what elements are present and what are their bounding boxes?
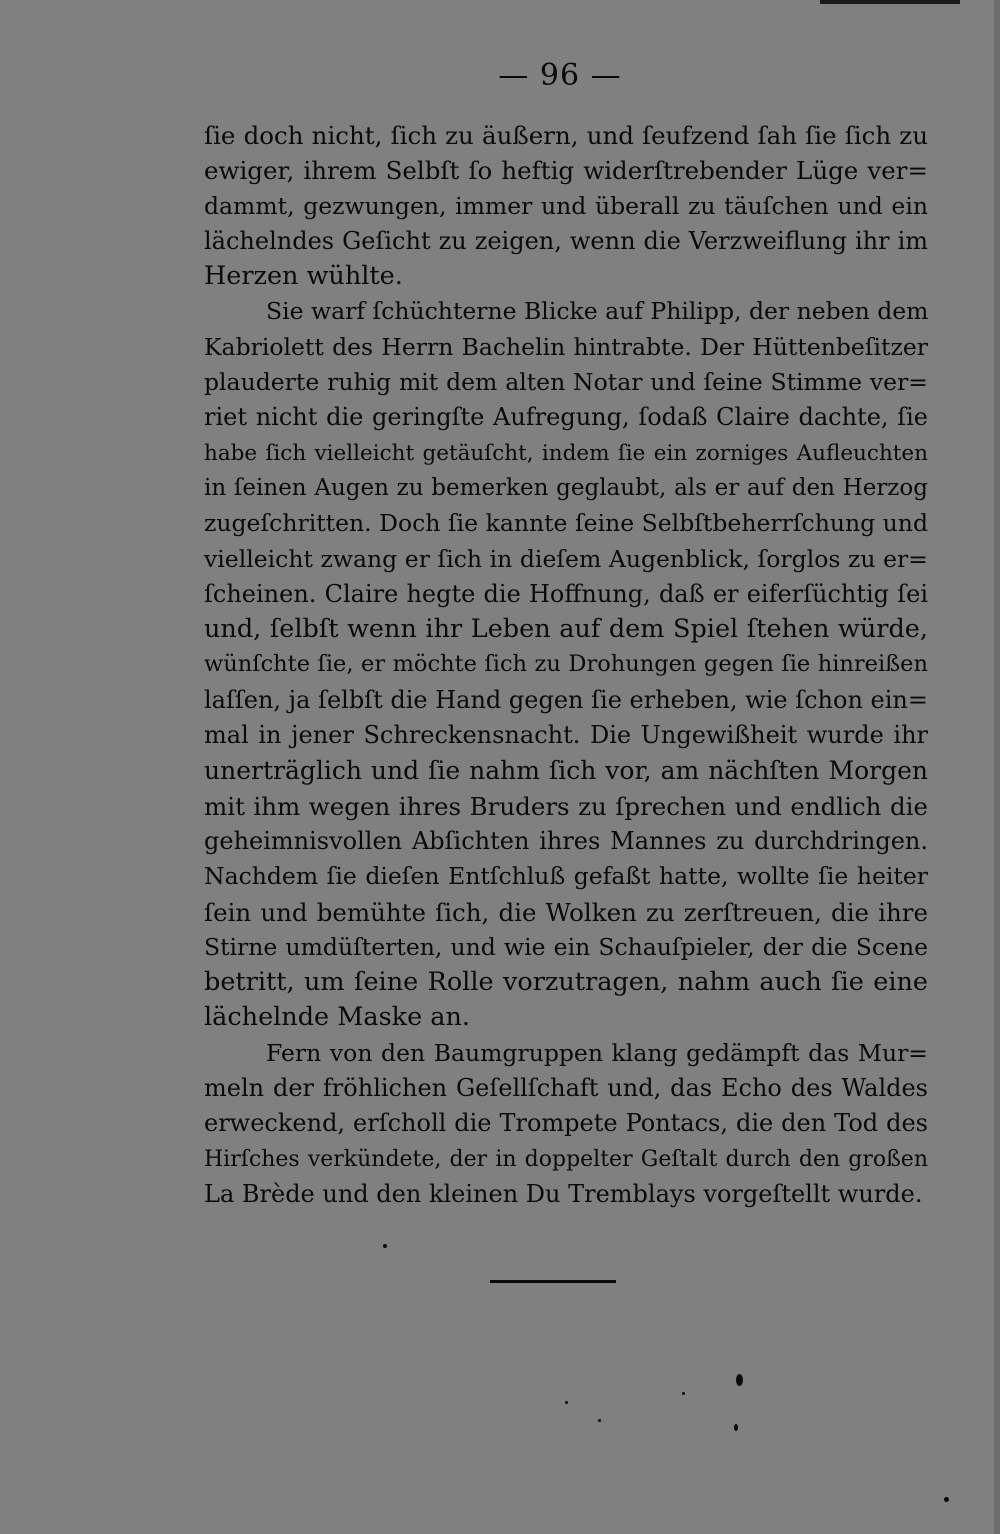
text-line: Sie warf ſchüchterne Blicke auf Philipp, der neben dem xyxy=(266,297,929,326)
text-line: geheimnisvollen Abſichten ihres Mannes zu durchdringen. xyxy=(204,826,928,855)
text-line: mal in jener Schreckensnacht. Die Ungewißheit wurde ihr xyxy=(204,721,928,750)
end-rule xyxy=(490,1280,616,1283)
speck xyxy=(944,1497,949,1502)
speck xyxy=(682,1392,685,1395)
text-line: ſie doch nicht, ſich zu äußern, und ſeufzend ſah ſie ſich zu xyxy=(204,121,928,150)
text-line: Herzen wühlte. xyxy=(204,261,403,292)
text-line: Hirſches verkündete, der in doppelter Geſtalt durch den großen xyxy=(204,1146,928,1172)
paragraph-3 xyxy=(204,1036,928,1212)
speck xyxy=(565,1401,568,1404)
page-number: — 96 — xyxy=(498,58,622,93)
text-line: wünſchte ſie, er möchte ſich zu Drohungen gegen ſie hinreißen xyxy=(204,651,928,678)
text-line: laſſen, ja ſelbſt die Hand gegen ſie erheben, wie ſchon ein= xyxy=(204,685,928,714)
body-text xyxy=(204,118,928,1212)
paragraph-1 xyxy=(204,118,928,294)
scan-top-mark xyxy=(820,0,960,4)
speck xyxy=(736,1374,743,1386)
text-line: vielleicht zwang er ſich in dieſem Augenblick, ſorglos zu er= xyxy=(204,544,928,573)
text-line: Nachdem ſie dieſen Entſchluß gefaßt hatte, wollte ſie heiter xyxy=(204,862,928,891)
text-line: betritt, um ſeine Rolle vorzutragen, nahm auch ſie eine xyxy=(204,967,928,998)
text-line: meln der fröhlichen Geſellſchaft und, das Echo des Waldes xyxy=(204,1074,928,1103)
text-line: und, ſelbſt wenn ihr Leben auf dem Spiel ſtehen würde, xyxy=(204,614,928,645)
text-line: zugeſchritten. Doch ſie kannte ſeine Selbſtbeherrſchung und xyxy=(204,509,928,538)
text-line: in ſeinen Augen zu bemerken geglaubt, als er auf den Herzog xyxy=(204,474,928,501)
speck xyxy=(598,1419,601,1422)
text-line: riet nicht die geringſte Aufregung, ſodaß Claire dachte, ſie xyxy=(204,403,928,432)
text-line: Kabriolett des Herrn Bachelin hintrabte. Der Hüttenbeſitzer xyxy=(204,332,928,361)
text-line: plauderte ruhig mit dem alten Notar und ſeine Stimme ver= xyxy=(204,368,928,397)
text-line: Fern von den Baumgruppen klang gedämpft das Mur= xyxy=(266,1038,928,1067)
text-line: lächelnde Maske an. xyxy=(204,1002,471,1033)
text-line: unerträglich und ſie nahm ſich vor, am nächſten Morgen xyxy=(204,756,928,786)
text-line: habe ſich vielleicht getäuſcht, indem ſie ein zorniges Aufleuchten xyxy=(204,440,928,466)
text-line: La Brède und den kleinen Du Tremblays vorgeſtellt wurde. xyxy=(204,1179,923,1208)
text-line: lächelndes Geſicht zu zeigen, wenn die Verzweiflung ihr im xyxy=(204,226,928,255)
text-line: Stirne umdüſterten, und wie ein Schauſpieler, der die Scene xyxy=(204,932,928,961)
text-line: erweckend, erſcholl die Trompete Pontacs, die den Tod des xyxy=(204,1109,928,1138)
text-line: ſcheinen. Claire hegte die Hoffnung, daß er eiferſüchtig ſei xyxy=(204,579,928,608)
paragraph-2 xyxy=(204,294,928,1035)
text-line: mit ihm wegen ihres Bruders zu ſprechen und endlich die xyxy=(204,791,928,821)
text-line: dammt, gezwungen, immer und überall zu täuſchen und ein xyxy=(204,191,928,220)
speck xyxy=(383,1244,387,1248)
text-line: ſein und bemühte ſich, die Wolken zu zerſtreuen, die ihre xyxy=(204,897,928,927)
speck xyxy=(734,1424,738,1431)
scan-edge-shadow xyxy=(994,0,1000,1534)
text-line: ewiger, ihrem Selbſt ſo heftig widerſtrebender Lüge ver= xyxy=(204,156,928,186)
